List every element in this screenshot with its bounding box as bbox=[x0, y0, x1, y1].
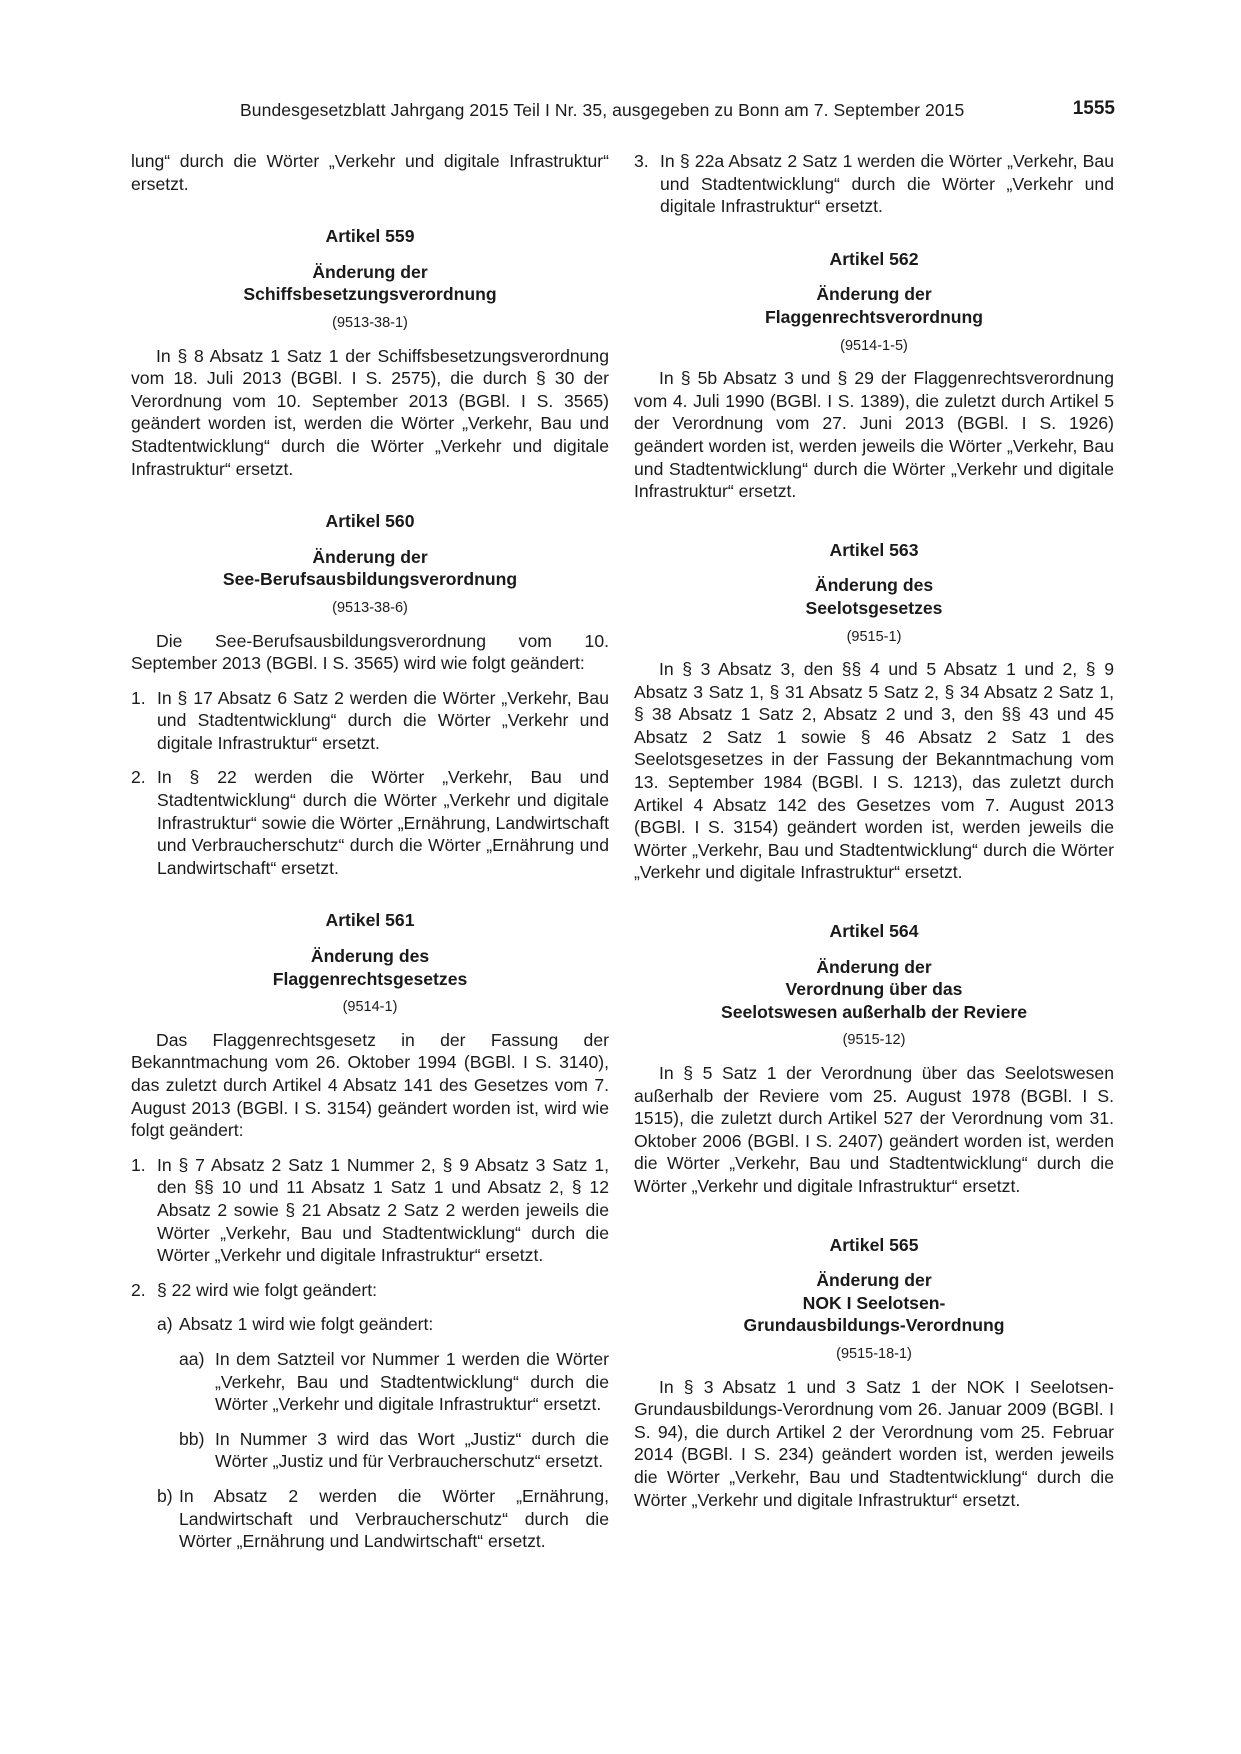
list-item-number: 3. bbox=[634, 151, 649, 171]
article-code: (9514-1) bbox=[342, 999, 398, 1016]
article-body: In § 3 Absatz 3, den §§ 4 und 5 Absatz 1 und 2, § 9 Absatz 3 Satz 1, § 31 Absatz 5 Satz 2, § 34 Absatz 2 Satz 1, § 38 Absatz 1 Satz 2, Absatz 2 und 3, den §§ 43 und 45 Absatz 2 Satz 1 sowie § 46 Absatz 2 Satz 1 des Seelotsgesetzes in der Fassung der Bekanntmachung vom 13. September 1984 (BGBl. I S. 1213), das zuletzt durch Artikel 4 Absatz 142 des Gesetzes vom 7. August 2013 (BGBl. I S. 3154) geändert worden ist, werden jeweils die Wörter „Verkehr, Bau und Stadtentwicklung“ durch die Wörter „Verkehr und digitale Infrastruktur“ ersetzt. bbox=[634, 659, 1114, 883]
list-item-number: 1. bbox=[131, 687, 146, 708]
list-subsubitem bbox=[131, 1428, 609, 1473]
page-header bbox=[130, 100, 1115, 128]
article-564 bbox=[634, 920, 1114, 1198]
list-item-text: In Nummer 3 wird das Wort „Justiz“ durch die Wörter „Justiz und für Verbraucherschutz“ ersetzt. bbox=[215, 1428, 609, 1472]
article-565 bbox=[634, 1234, 1114, 1512]
page-number: 1555 bbox=[1072, 98, 1115, 119]
article-title: Änderung der Flaggenrechtsverordnung bbox=[765, 284, 983, 327]
article-title: Änderung der NOK I Seelotsen- Grundausbildungs-Verordnung bbox=[743, 1270, 1005, 1336]
article-561 bbox=[131, 909, 609, 1552]
article-number: Artikel 564 bbox=[829, 921, 919, 942]
article-code: (9513-38-6) bbox=[332, 599, 408, 616]
article-code: (9513-38-1) bbox=[332, 314, 408, 331]
list-item-number: 1. bbox=[131, 1154, 146, 1175]
list-item-number: a) bbox=[157, 1314, 173, 1335]
list-item-text: In dem Satzteil vor Nummer 1 werden die Wörter „Verkehr, Bau und Stadtentwicklung“ durch die Wörter „Verkehr und digitale Infrastruktur“ ersetzt. bbox=[215, 1348, 609, 1415]
article-title: Änderung des Flaggenrechtsgesetzes bbox=[272, 946, 468, 989]
continuation-text: lung“ durch die Wörter „Verkehr und digitale Infrastruktur“ ersetzt. bbox=[131, 151, 609, 194]
article-code: (9514-1-5) bbox=[840, 337, 908, 354]
article-body: In § 3 Absatz 1 und 3 Satz 1 der NOK I Seelotsen-Grundausbildungs-Verordnung vom 26. Januar 2009 (BGBl. I S. 94), die durch Artikel 2 der Verordnung vom 25. Februar 2014 (BGBl. I S. 234) geändert worden ist, werden jeweils die Wörter „Verkehr, Bau und Stadtentwicklung“ durch die Wörter „Verkehr und digitale Infrastruktur“ ersetzt. bbox=[634, 1376, 1114, 1510]
list-item bbox=[131, 1279, 609, 1302]
article-code: (9515-18-1) bbox=[836, 1345, 912, 1362]
list-item-number: b) bbox=[157, 1485, 173, 1506]
article-562 bbox=[634, 248, 1114, 503]
article-title: Änderung des Seelotsgesetzes bbox=[805, 575, 943, 618]
article-number: Artikel 559 bbox=[325, 226, 415, 247]
list-item-text: In § 22a Absatz 2 Satz 1 werden die Wörter „Verkehr, Bau und Stadtentwicklung“ durch die Wörter „Verkehr und digitale Infrastruktur“ ersetzt. bbox=[660, 151, 1114, 217]
list-item-number: bb) bbox=[179, 1428, 205, 1449]
article-code: (9515-1) bbox=[846, 628, 902, 645]
list-item-text: Absatz 1 wird wie folgt geändert: bbox=[179, 1314, 434, 1335]
article-title: Änderung der See-Berufsausbildungsverordnung bbox=[222, 546, 518, 590]
article-number: Artikel 565 bbox=[829, 1234, 919, 1255]
list-item-text: In § 22 werden die Wörter „Verkehr, Bau und Stadtentwicklung“ durch die Wörter „Verkehr und digitale Infrastruktur“ sowie die Wörter „Ernährung, Landwirtschaft und Verbraucherschutz“ durch die Wörter „Ernährung und Landwirtschaft“ ersetzt. bbox=[157, 767, 609, 878]
article-body: In § 5b Absatz 3 und § 29 der Flaggenrechtsverordnung vom 4. Juli 1990 (BGBl. I S. 1389), die zuletzt durch Artikel 5 der Verordnung vom 27. Juni 2013 (BGBl. I S. 1926) geändert worden ist, werden jeweils die Wörter „Verkehr, Bau und Stadtentwicklung“ durch die Wörter „Verkehr und digitale Infrastruktur“ ersetzt. bbox=[634, 368, 1114, 502]
article-560 bbox=[131, 510, 609, 879]
article-title: Änderung der Schiffsbesetzungsverordnung bbox=[243, 261, 497, 305]
list-item bbox=[131, 687, 609, 755]
article-body: In § 8 Absatz 1 Satz 1 der Schiffsbesetzungsverordnung vom 18. Juli 2013 (BGBl. I S. 2575), die durch § 30 der Verordnung vom 10. September 2013 (BGBl. I S. 3565) geändert worden ist, werden die Wörter „Verkehr, Bau und Stadtentwicklung“ durch die Wörter „Verkehr und digitale Infrastruktur“ ersetzt. bbox=[131, 345, 609, 479]
article-body: Das Flaggenrechtsgesetz in der Fassung der Bekanntmachung vom 26. Oktober 1994 (BGBl. I S. 3140), das zuletzt durch Artikel 4 Absatz 141 des Gesetzes vom 7. August 2013 (BGBl. I S. 3154) geändert worden ist, wird wie folgt geändert: bbox=[131, 1029, 609, 1141]
list-item-text: In Absatz 2 werden die Wörter „Ernährung, Landwirtschaft und Verbraucherschutz“ durch die Wörter „Ernährung und Landwirtschaft“ ersetzt. bbox=[179, 1485, 609, 1552]
article-code: (9515-12) bbox=[842, 1032, 906, 1049]
list-item bbox=[634, 150, 1114, 218]
list-item-text: § 22 wird wie folgt geändert: bbox=[157, 1279, 378, 1300]
left-column bbox=[131, 150, 609, 1553]
list-item-text: In § 17 Absatz 6 Satz 2 werden die Wörter „Verkehr, Bau und Stadtentwicklung“ durch die Wörter „Verkehr und digitale Infrastruktur“ ersetzt. bbox=[157, 687, 609, 753]
right-column bbox=[634, 150, 1114, 1511]
list-item bbox=[131, 1154, 609, 1267]
article-number: Artikel 562 bbox=[829, 248, 919, 269]
list-item bbox=[131, 766, 609, 879]
list-item-number: 2. bbox=[131, 1279, 146, 1300]
list-subsubitem bbox=[131, 1348, 609, 1416]
article-body: Die See-Berufsausbildungsverordnung vom 10. September 2013 (BGBl. I S. 3565) wird wie folgt geändert: bbox=[131, 630, 609, 674]
article-563 bbox=[634, 539, 1114, 884]
list-subitem bbox=[131, 1485, 609, 1553]
article-number: Artikel 563 bbox=[829, 539, 919, 560]
list-subitem bbox=[131, 1313, 609, 1336]
article-body: In § 5 Satz 1 der Verordnung über das Seelotswesen außerhalb der Reviere vom 25. August 1978 (BGBl. I S. 1515), die zuletzt durch Artikel 527 der Verordnung vom 31. Oktober 2006 (BGBl. I S. 2407) geändert worden ist, werden die Wörter „Verkehr, Bau und Stadtentwicklung“ durch die Wörter „Verkehr und digitale Infrastruktur“ ersetzt. bbox=[634, 1063, 1114, 1196]
article-number: Artikel 561 bbox=[325, 910, 415, 931]
list-item-text: In § 7 Absatz 2 Satz 1 Nummer 2, § 9 Absatz 3 Satz 1, den §§ 10 und 11 Absatz 1 Satz 1 und Absatz 2, § 12 Absatz 2 sowie § 21 Absatz 2 Satz 2 werden jeweils die Wörter „Verkehr, Bau und Stadtentwicklung“ durch die Wörter „Verkehr und digitale Infrastruktur“ ersetzt. bbox=[157, 1154, 609, 1266]
article-number: Artikel 560 bbox=[325, 511, 415, 532]
article-title: Änderung der Verordnung über das Seelotswesen außerhalb der Reviere bbox=[720, 956, 1028, 1022]
article-559 bbox=[131, 225, 609, 480]
header-title: Bundesgesetzblatt Jahrgang 2015 Teil I Nr. 35, ausgegeben zu Bonn am 7. September 2015 bbox=[240, 100, 965, 120]
list-item-number: 2. bbox=[131, 767, 146, 788]
list-item-number: aa) bbox=[179, 1348, 205, 1369]
